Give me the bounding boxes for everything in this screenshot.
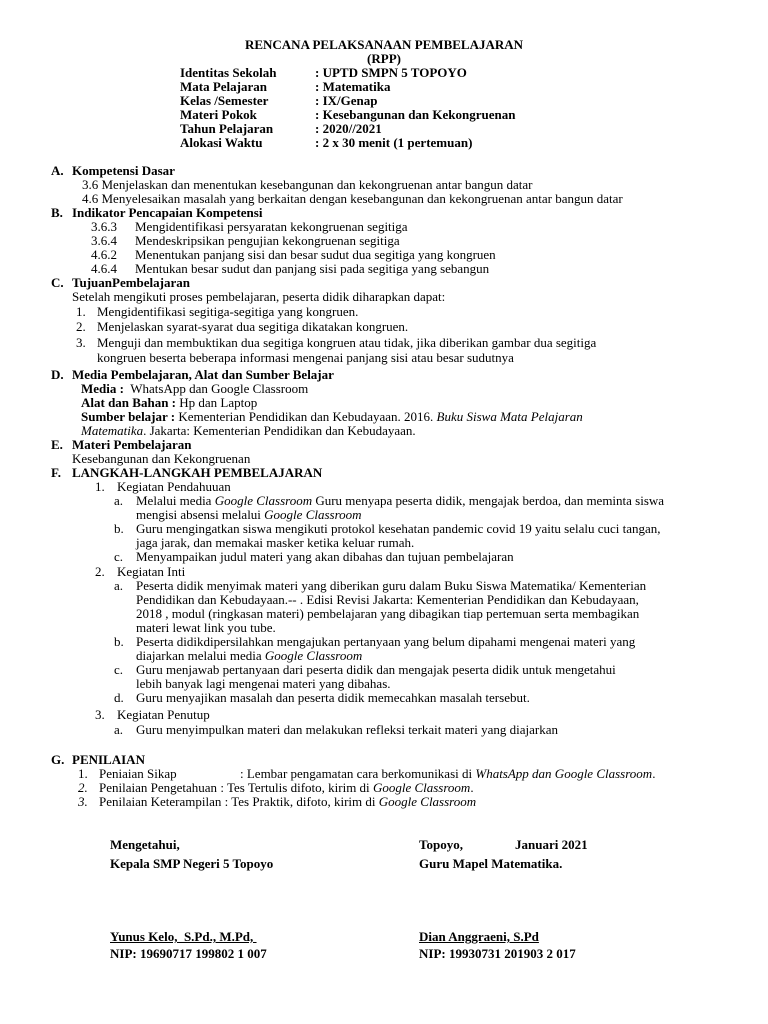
list-number: 3. [76, 335, 86, 350]
section-g-letter: G. [51, 752, 65, 767]
indicator-number: 3.6.3 [91, 219, 117, 234]
section-f-heading: LANGKAH-LANGKAH PEMBELAJARAN [72, 465, 323, 480]
list-letter: c. [114, 662, 124, 677]
section-d-heading: Media Pembelajaran, Alat dan Sumber Belajar [72, 367, 334, 382]
list-item: Guru mengingatkan siswa mengikuti protokol kesehatan pandemic covid 19 yaitu selalu cuci tangan, [136, 521, 661, 536]
list-item: Mengidentifikasi segitiga-segitiga yang kongruen. [97, 304, 359, 319]
text-run: Guru menyapa peserta didik, mengajak berdoa, dan meminta siswa [312, 493, 665, 508]
list-item-continuation [136, 649, 362, 663]
indicator-text: Mendeskripsikan pengujian kekongruenan segitiga [135, 233, 400, 248]
sumber-value: Kementerian Pendidikan dan Kebudayaan. 2016. [175, 409, 437, 424]
list-number: 1. [78, 766, 88, 781]
signature-left-role: Kepala SMP Negeri 5 Topoyo [110, 856, 274, 871]
list-item [136, 494, 664, 508]
list-item: Peserta didik menyimak materi yang diberikan guru dalam Buku Siswa Matematika/ Kementerian [136, 578, 647, 593]
step-title: Kegiatan Penutup [117, 707, 210, 722]
sumber-line [81, 410, 583, 424]
list-letter: b. [114, 634, 124, 649]
sumber-book-title-cont: Matematika [81, 423, 144, 438]
identity-label: Materi Pokok [180, 107, 257, 122]
section-b-letter: B. [51, 205, 63, 220]
text-run: mengisi absensi melalui [136, 507, 265, 522]
text-run: . [470, 780, 474, 795]
signature-right-role: Guru Mapel Matematika. [419, 856, 563, 871]
identity-value: : UPTD SMPN 5 TOPOYO [315, 65, 467, 80]
signature-left-name: Yunus Kelo, S.Pd., M.Pd, [110, 929, 257, 944]
step-title: Kegiatan Inti [117, 564, 186, 579]
sumber-book-title: Buku Siswa Mata Pelajaran [436, 409, 583, 424]
list-item: Peserta didikdipersilahkan mengajukan pertanyaan yang belum dipahami mengenai materi yang [136, 634, 636, 649]
list-item-continuation: 2018 , modul (ringkasan materi) pembelajaran yang dibagikan tiap pertemuan serta membagikan [136, 606, 640, 621]
alat-label: Alat dan Bahan : [81, 395, 176, 410]
assessment-label: Penilaian Pengetahuan [99, 780, 218, 795]
signature-right-nip: NIP: 19930731 201903 2 017 [419, 946, 576, 961]
list-letter: d. [114, 690, 124, 705]
signature-right-name: Dian Anggraeni, S.Pd [419, 929, 539, 944]
indicator-text: Menentukan panjang sisi dan besar sudut dua segitiga yang kongruen [135, 247, 496, 262]
signature-left-heading: Mengetahui, [110, 837, 180, 852]
section-f-letter: F. [51, 465, 61, 480]
list-letter: a. [114, 578, 124, 593]
text-run-italic: Google Classroom [214, 493, 313, 508]
identity-value: : 2 x 30 menit (1 pertemuan) [315, 135, 473, 150]
text-run-italic: Google Classroom [264, 507, 362, 522]
section-e-letter: E. [51, 437, 63, 452]
list-letter: a. [114, 493, 124, 508]
list-item-continuation: Pendidikan dan Kebudayaan.-- . Edisi Revisi Jakarta: Kementerian Pendidikan dan Kebudayaan, [136, 592, 639, 607]
alat-line [81, 396, 257, 410]
identity-value: : Matematika [315, 79, 391, 94]
assessment-row [99, 795, 476, 809]
list-letter: c. [114, 549, 124, 564]
assessment-row [99, 781, 474, 795]
list-number: 2. [76, 319, 86, 334]
text-run: : Tes Praktik, difoto, kirim di [221, 794, 379, 809]
section-e-heading: Materi Pembelajaran [72, 437, 192, 452]
media-label: Media : [81, 381, 124, 396]
list-number: 2. [78, 780, 88, 795]
document-subtitle: (RPP) [367, 51, 401, 66]
list-item-continuation: jaga jarak, dan memakai masker ketika keluar rumah. [136, 535, 415, 550]
alat-value: Hp dan Laptop [176, 395, 258, 410]
section-a-heading: Kompetensi Dasar [72, 163, 175, 178]
sumber-publisher: . Jakarta: Kementerian Pendidikan dan Kebudayaan. [143, 423, 416, 438]
section-d-letter: D. [51, 367, 64, 382]
list-number: 3. [78, 794, 88, 809]
list-item: Guru menyajikan masalah dan peserta didik memecahkan masalah tersebut. [136, 690, 530, 705]
list-item-continuation: materi lewat link you tube. [136, 620, 276, 635]
section-c-letter: C. [51, 275, 64, 290]
indicator-number: 4.6.4 [91, 261, 117, 276]
list-letter: b. [114, 521, 124, 536]
identity-label: Alokasi Waktu [180, 135, 263, 150]
signature-place: Topoyo, [419, 837, 463, 852]
section-e-text: Kesebangunan dan Kekongruenan [72, 451, 251, 466]
identity-value: : Kesebangunan dan Kekongruenan [315, 107, 516, 122]
list-item: Menjelaskan syarat-syarat dua segitiga dikatakan kongruen. [97, 319, 409, 334]
section-c-heading: TujuanPembelajaran [72, 275, 190, 290]
signature-date: Januari 2021 [515, 837, 588, 852]
text-run-italic: Google Classroom [264, 648, 363, 663]
list-item: 3.6 Menjelaskan dan menentukan kesebangunan dan kekongruenan antar bangun datar [82, 177, 533, 192]
text-run-italic: WhatsApp dan Google Classroom [475, 766, 653, 781]
media-value: WhatsApp dan Google Classroom [123, 381, 309, 396]
indicator-text: Mentukan besar sudut dan panjang sisi pada segitiga yang sebangun [135, 261, 490, 276]
list-letter: a. [114, 722, 124, 737]
media-line [81, 382, 308, 396]
step-number: 1. [95, 479, 105, 494]
list-item: 4.6 Menyelesaikan masalah yang berkaitan dengan kesebangunan dan kekongruenan antar bangun datar [82, 191, 623, 206]
identity-value: : 2020//2021 [315, 121, 382, 136]
assessment-detail [240, 767, 655, 781]
text-run: Melalui media [136, 493, 215, 508]
assessment-label: Peniaian Sikap [99, 766, 177, 781]
list-item: Menguji dan membuktikan dua segitiga kongruen atau tidak, jika diberikan gambar dua segitiga [97, 335, 597, 350]
identity-label: Tahun Pelajaran [180, 121, 274, 136]
text-run: : Lembar pengamatan cara berkomunikasi di [240, 766, 476, 781]
identity-label: Identitas Sekolah [180, 65, 277, 80]
indicator-number: 3.6.4 [91, 233, 117, 248]
text-run: : Tes Tertulis difoto, kirim di [217, 780, 373, 795]
section-b-heading: Indikator Pencapaian Kompetensi [72, 205, 263, 220]
list-number: 1. [76, 304, 86, 319]
section-c-intro: Setelah mengikuti proses pembelajaran, peserta didik diharapkan dapat: [72, 289, 446, 304]
list-item-continuation: kongruen beserta beberapa informasi mengenai panjang sisi atau besar sudutnya [97, 350, 514, 365]
step-number: 3. [95, 707, 105, 722]
list-item: Guru menyimpulkan materi dan melakukan refleksi terkait materi yang diajarkan [136, 722, 558, 737]
indicator-text: Mengidentifikasi persyaratan kekongruenan segitiga [135, 219, 408, 234]
text-run-italic: Google Classroom [372, 780, 471, 795]
signature-left-nip: NIP: 19690717 199802 1 007 [110, 946, 267, 961]
assessment-label: Penilaian Keterampilan [99, 794, 222, 809]
identity-label: Kelas /Semester [180, 93, 269, 108]
step-title: Kegiatan Pendahuuan [117, 479, 231, 494]
list-item: Guru menjawab pertanyaan dari peserta didik dan mengajak peserta didik untuk mengetahui [136, 662, 616, 677]
list-item: Menyampaikan judul materi yang akan dibahas dan tujuan pembelajaran [136, 549, 514, 564]
text-run: diajarkan melalui media [136, 648, 265, 663]
identity-value: : IX/Genap [315, 93, 378, 108]
indicator-number: 4.6.2 [91, 247, 117, 262]
section-g-heading: PENILAIAN [72, 752, 145, 767]
identity-label: Mata Pelajaran [180, 79, 268, 94]
sumber-label: Sumber belajar : [81, 409, 176, 424]
section-a-letter: A. [51, 163, 64, 178]
sumber-line-2 [81, 424, 416, 438]
list-item-continuation: lebih banyak lagi mengenai materi yang dibahas. [136, 676, 391, 691]
list-item-continuation [136, 508, 362, 522]
step-number: 2. [95, 564, 105, 579]
text-run: . [652, 766, 656, 781]
text-run-italic: Google Classroom [378, 794, 477, 809]
document-title: RENCANA PELAKSANAAN PEMBELAJARAN [244, 37, 524, 52]
